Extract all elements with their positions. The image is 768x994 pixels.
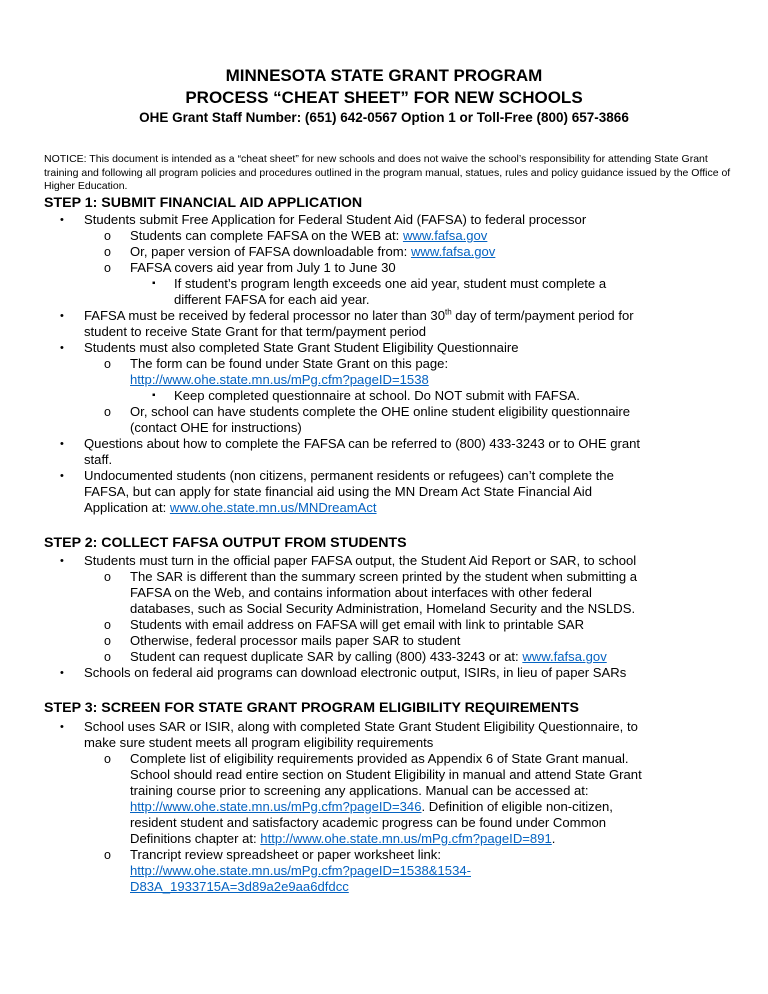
bullet-circle: o xyxy=(104,405,111,419)
bullet-disc: • xyxy=(60,470,64,482)
manual-link[interactable]: http://www.ohe.state.mn.us/mPg.cfm?pageID=346 xyxy=(130,799,422,814)
bullet-circle: o xyxy=(104,618,111,632)
staff-number-line: OHE Grant Staff Number: (651) 642-0567 Option 1 or Toll-Free (800) 657-3866 xyxy=(139,110,629,125)
bullet-circle: o xyxy=(104,634,111,648)
step1-line: Undocumented students (non citizens, permanent residents or refugees) can’t complete the xyxy=(84,468,614,483)
notice-paragraph: NOTICE: This document is intended as a “cheat sheet” for new schools and does not waive the school’s responsibility for attending State Grant training and following all program policies and procedures outlined in the program manual, statues, rules and policy guidance issued by the Office of Higher Education. xyxy=(44,153,731,193)
step1-line: The form can be found under State Grant on this page: xyxy=(130,356,449,371)
fafsa-link[interactable]: www.fafsa.gov xyxy=(410,244,496,259)
step1-line xyxy=(130,244,495,260)
fafsa-link[interactable]: www.fafsa.gov xyxy=(402,228,488,243)
transcript-link-part2[interactable]: D83A_1933715A=3d89a2e9aa6dfdcc xyxy=(130,879,349,894)
bullet-circle: o xyxy=(104,261,111,275)
step1-line: Or, school can have students complete the OHE online student eligibility questionnaire xyxy=(130,404,631,419)
step2-line: Otherwise, federal processor mails paper SAR to student xyxy=(130,633,461,648)
bullet-disc: • xyxy=(60,555,64,567)
step1-line xyxy=(130,228,487,244)
questionnaire-link[interactable]: http://www.ohe.state.mn.us/mPg.cfm?pageID=1538 xyxy=(130,372,429,387)
step1-line: Keep completed questionnaire at school. Do NOT submit with FAFSA. xyxy=(174,388,580,403)
bullet-circle: o xyxy=(104,357,111,371)
definitions-link[interactable]: http://www.ohe.state.mn.us/mPg.cfm?pageID=891 xyxy=(260,831,552,846)
bullet-circle: o xyxy=(104,570,111,584)
step3-line: resident student and satisfactory academic progress can be found under Common xyxy=(130,815,607,830)
step1-line: FAFSA covers aid year from July 1 to June 30 xyxy=(130,260,396,275)
bullet-circle: o xyxy=(104,848,111,862)
step1-text: Application at: xyxy=(84,500,170,515)
step3-text: Definitions chapter at: xyxy=(130,831,261,846)
step1-line: staff. xyxy=(84,452,113,467)
step1-line xyxy=(84,500,377,516)
step2-line: Students must turn in the official paper FAFSA output, the Student Aid Report or SAR, to school xyxy=(84,553,637,568)
step3-line xyxy=(130,879,349,895)
bullet-disc: • xyxy=(60,342,64,354)
step2-line: databases, such as Social Security Administration, Homeland Security and the NSLDS. xyxy=(130,601,636,616)
bullet-disc: • xyxy=(60,721,64,733)
bullet-disc: • xyxy=(60,667,64,679)
bullet-square: ▪ xyxy=(152,278,156,289)
step1-text: Students can complete FAFSA on the WEB at: xyxy=(130,228,403,243)
step2-line xyxy=(130,649,607,665)
fafsa-link[interactable]: www.fafsa.gov xyxy=(522,649,607,664)
step3-line: Trancript review spreadsheet or paper worksheet link: xyxy=(130,847,441,862)
step3-heading: STEP 3: SCREEN FOR STATE GRANT PROGRAM ELIGIBILITY REQUIREMENTS xyxy=(44,700,579,716)
bullet-disc: • xyxy=(60,438,64,450)
step3-line: training course prior to screening any applications. Manual can be accessed at: xyxy=(130,783,589,798)
bullet-disc: • xyxy=(60,214,64,226)
step2-heading: STEP 2: COLLECT FAFSA OUTPUT FROM STUDENTS xyxy=(44,535,407,551)
step1-line: If student’s program length exceeds one aid year, student must complete a xyxy=(174,276,607,291)
step1-line xyxy=(84,308,634,324)
step1-text: FAFSA must be received by federal processor no later than 30 xyxy=(84,308,445,323)
step1-line: (contact OHE for instructions) xyxy=(130,420,302,435)
bullet-circle: o xyxy=(104,650,111,664)
step2-line: FAFSA on the Web, and contains information about interfaces with other federal xyxy=(130,585,592,600)
step2-line: Schools on federal aid programs can download electronic output, ISIRs, in lieu of paper SARs xyxy=(84,665,627,680)
step3-line: make sure student meets all program eligibility requirements xyxy=(84,735,434,750)
superscript: th xyxy=(445,307,452,317)
step1-line: student to receive State Grant for that term/payment period xyxy=(84,324,427,339)
step1-heading: STEP 1: SUBMIT FINANCIAL AID APPLICATION xyxy=(44,195,363,211)
bullet-circle: o xyxy=(104,245,111,259)
step1-line: Students must also completed State Grant Student Eligibility Questionnaire xyxy=(84,340,519,355)
step3-line: School uses SAR or ISIR, along with completed State Grant Student Eligibility Questionnaire, to xyxy=(84,719,638,734)
title-line-2: PROCESS “CHEAT SHEET” FOR NEW SCHOOLS xyxy=(185,88,583,107)
bullet-circle: o xyxy=(104,752,111,766)
transcript-link-part1[interactable]: http://www.ohe.state.mn.us/mPg.cfm?pageID=1538&1534- xyxy=(130,863,471,878)
step3-line: School should read entire section on Student Eligibility in manual and attend State Grant xyxy=(130,767,642,782)
step1-text: day of term/payment period for xyxy=(451,308,634,323)
step1-line xyxy=(130,372,429,388)
step2-text: Student can request duplicate SAR by calling (800) 433-3243 or at: xyxy=(130,649,523,664)
bullet-circle: o xyxy=(104,229,111,243)
step3-line xyxy=(130,863,471,879)
step3-line xyxy=(130,831,555,847)
bullet-disc: • xyxy=(60,310,64,322)
step3-text: . xyxy=(551,831,556,846)
step3-line xyxy=(130,799,613,815)
step1-line: Students submit Free Application for Federal Student Aid (FAFSA) to federal processor xyxy=(84,212,587,227)
step2-line: Students with email address on FAFSA will get email with link to printable SAR xyxy=(130,617,585,632)
step1-line: FAFSA, but can apply for state financial aid using the MN Dream Act State Financial Aid xyxy=(84,484,593,499)
step3-text: . Definition of eligible non-citizen, xyxy=(421,799,613,814)
bullet-square: ▪ xyxy=(152,390,156,401)
step1-text: Or, paper version of FAFSA downloadable from: xyxy=(130,244,411,259)
step3-line: Complete list of eligibility requirements provided as Appendix 6 of State Grant manual. xyxy=(130,751,629,766)
step1-line: Questions about how to complete the FAFSA can be referred to (800) 433-3243 or to OHE grant xyxy=(84,436,641,451)
step1-line: different FAFSA for each aid year. xyxy=(174,292,370,307)
title-line-1: MINNESOTA STATE GRANT PROGRAM xyxy=(225,66,543,85)
dream-act-link[interactable]: www.ohe.state.mn.us/MNDreamAct xyxy=(169,500,377,515)
step2-line: The SAR is different than the summary screen printed by the student when submitting a xyxy=(130,569,638,584)
